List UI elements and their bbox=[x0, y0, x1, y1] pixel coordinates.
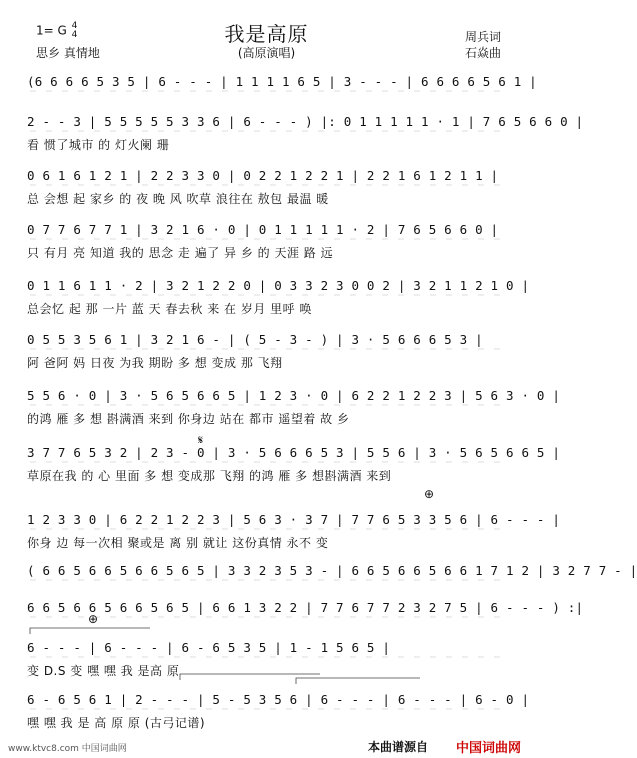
notation-line: 6 6 5 6 6 5 6 6 5 6 5 | 6 6 1 3 2 2 | 7 7 6 7 7 2 3 2 7 5 | 6 - - - ) :| bbox=[27, 600, 584, 615]
notation-line: 0 1 1 6 1 1 · 2 | 3 2 1 2 2 0 | 0 3 3 2 3 0 0 2 | 3 2 1 1 2 1 0 | bbox=[27, 278, 530, 293]
lyric-line: 草原在我 的 心 里面 多 想 变成那 飞翔 的鸿 雁 多 想斟满酒 来到 bbox=[27, 469, 392, 483]
notation-line: 0 5 5 3 5 6 1 | 3 2 1 6 - | ( 5 - 3 - ) | 3 · 5 6 6 6 5 3 | bbox=[27, 332, 483, 347]
lyric-line: 嘿 嘿 我 是 高 原 原 (古弓记谱) bbox=[27, 716, 206, 730]
volta-bracket bbox=[30, 628, 150, 634]
volta-bracket bbox=[180, 674, 320, 680]
volta-bracket bbox=[296, 678, 420, 684]
lyric-line: 总 会想 起 家乡 的 夜 晚 风 吹草 浪往在 敖包 最温 暖 bbox=[27, 192, 329, 206]
expression-mark: 思乡 真情地 bbox=[36, 46, 100, 60]
notation-line: 2 - - 3 | 5 5 5 5 5 3 3 6 | 6 - - - ) |: 0 1 1 1 1 1 · 1 | 7 6 5 6 6 0 | bbox=[27, 114, 584, 129]
lyric-line: 看 惯了城市 的 灯火阑 珊 bbox=[27, 138, 170, 152]
notation-line: 6 - - - | 6 - - - | 6 - 6 5 3 5 | 1 - 1 5 6 5 | bbox=[27, 640, 391, 655]
notation-line: 1 2 3 3 0 | 6 2 2 1 2 2 3 | 5 6 3 · 3 7 | 7 7 6 5 3 3 5 6 | 6 - - - | bbox=[27, 512, 561, 527]
lyric-line: 变 D.S 变 嘿 嘿 我 是高 原 bbox=[27, 664, 180, 678]
composer-credit: 石焱曲 bbox=[464, 46, 501, 60]
coda-mark: ⊕ bbox=[424, 487, 435, 501]
time-signature: 4 4 bbox=[71, 21, 78, 40]
footer-source: 本曲谱源自 bbox=[368, 740, 429, 754]
notation-line: 6 - 6 5 6 1 | 2 - - - | 5 - 5 3 5 6 | 6 - - - | 6 - - - | 6 - 0 | bbox=[27, 692, 530, 707]
notation-line: 0 6 1 6 1 2 1 | 2 2 3 3 0 | 0 2 2 1 2 2 1 | 2 2 1 6 1 2 1 1 | bbox=[27, 168, 499, 183]
notation-line: ( 6 6 5 6 6 5 6 6 5 6 5 | 3 3 2 3 5 3 - | 6 6 5 6 6 5 6 6 1 7 1 2 | 3 2 7 7 - | bbox=[27, 563, 637, 578]
lyric-line: 阿 爸阿 妈 日夜 为我 期盼 多 想 变成 那 飞翔 bbox=[27, 356, 283, 370]
lyric-line: 总会忆 起 那 一片 蓝 天 春去秋 来 在 岁月 里呼 唤 bbox=[27, 302, 312, 316]
song-subtitle: (高原演唱) bbox=[237, 46, 296, 60]
lyricist-credit: 周兵词 bbox=[464, 30, 501, 44]
notation-line: (6 6 6 6 5 3 5 | 6 - - - | 1 1 1 1 6 5 | 3 - - - | 6 6 6 6 5 6 1 | bbox=[27, 74, 537, 89]
notation-line: 5 5 6 · 0 | 3 · 5 6 5 6 6 5 | 1 2 3 · 0 | 6 2 2 1 2 2 3 | 5 6 3 · 0 | bbox=[27, 388, 561, 403]
footer-brand: 中国词曲网 bbox=[456, 741, 522, 756]
lyric-line: 只 有月 亮 知道 我的 思念 走 遍了 异 乡 的 天涯 路 远 bbox=[27, 246, 334, 260]
lyric-line: 你身 边 每一次相 聚或是 离 别 就让 这份真情 永不 变 bbox=[27, 536, 329, 550]
coda-mark-2: ⊕ bbox=[88, 612, 99, 626]
key-signature: 1= G 4 4 bbox=[36, 21, 78, 40]
notation-line: 3 7 7 6 5 3 2 | 2 3 - 0 | 3 · 5 6 6 6 5 3 | 5 5 6 | 3 · 5 6 5 6 6 5 | bbox=[27, 445, 561, 460]
footer-site: www.ktvc8.com 中国词曲网 bbox=[8, 744, 127, 754]
segno-mark: 𝄋 bbox=[198, 433, 204, 447]
lyric-line: 的鸿 雁 多 想 斟满酒 来到 你身边 站在 都市 遥望着 故 乡 bbox=[27, 412, 350, 426]
notation-line: 0 7 7 6 7 7 1 | 3 2 1 6 · 0 | 0 1 1 1 1 1 · 2 | 7 6 5 6 6 0 | bbox=[27, 222, 499, 237]
song-title: 我是高原 bbox=[224, 22, 309, 46]
